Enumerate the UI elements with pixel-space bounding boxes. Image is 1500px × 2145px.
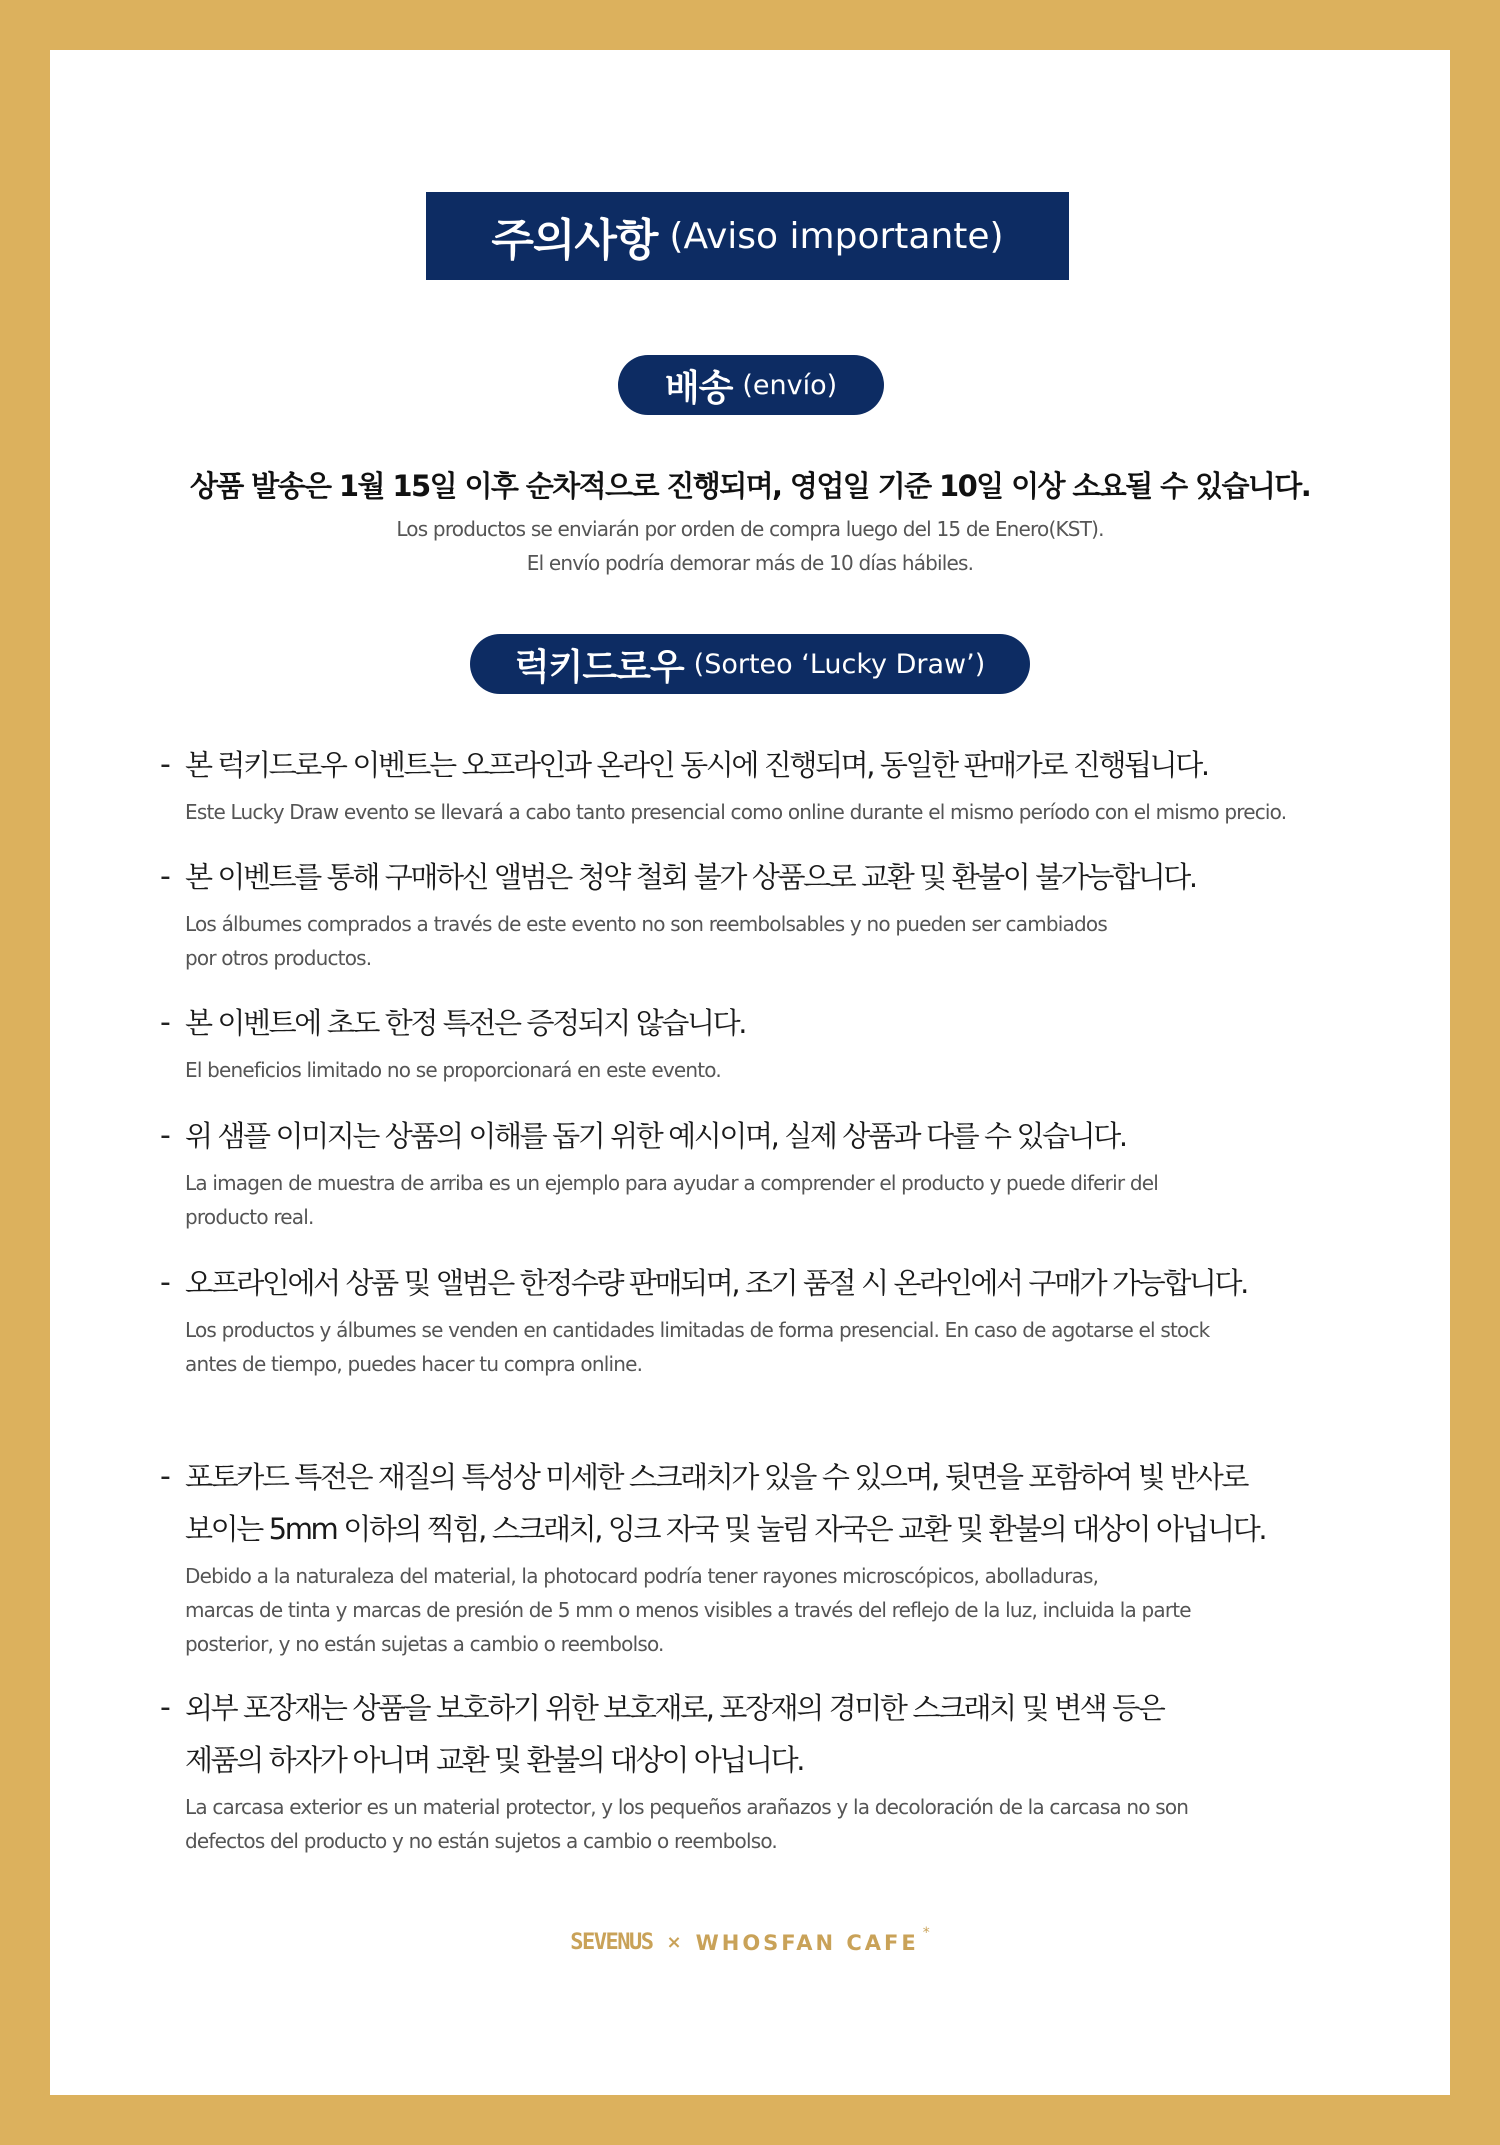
note-spanish: La imagen de muestra de arriba es un ejemplo para ayudar a comprender el producto y puede diferir del [185,1171,1158,1195]
lucky-draw-heading-korean: 럭키드로우 [514,646,684,688]
note-spanish: antes de tiempo, puedes hacer tu compra online. [185,1352,643,1376]
shipping-notice-spanish-line-2: El envío podría demorar más de 10 días hábiles. [526,551,974,575]
bullet-dash: - [160,747,171,782]
bullet-dash: - [160,1118,171,1153]
shipping-notice-korean: 상품 발송은 1월 15일 이후 순차적으로 진행되며, 영업일 기준 10일 이상 소요될 수 있습니다. [189,469,1311,503]
notice-card [50,50,1450,2095]
note-korean: 오프라인에서 상품 및 앨범은 한정수량 판매되며, 조기 품절 시 온라인에서 구매가 가능합니다. [185,1266,1247,1300]
note-item [160,739,1430,829]
note-spanish: posterior, y no están sujetas a cambio o reembolso. [185,1632,664,1656]
shipping-heading-spanish: (envío) [742,369,838,401]
page-title-spanish: (Aviso importante) [669,215,1004,257]
note-spanish: La carcasa exterior es un material protector, y los pequeños arañazos y la decoloración de la carcasa no son [185,1795,1189,1819]
page-title-korean: 주의사항 [491,215,658,266]
note-spanish: Este Lucky Draw evento se llevará a cabo tanto presencial como online durante el mismo período con el mismo precio. [185,800,1287,824]
note-korean: 보이는 5mm 이하의 찍힘, 스크래치, 잉크 자국 및 눌림 자국은 교환 및 환불의 대상이 아닙니다. [185,1512,1266,1546]
note-korean: 본 이벤트에 초도 한정 특전은 증정되지 않습니다. [185,1006,746,1040]
note-item [160,1682,1430,1858]
note-spanish: El beneficios limitado no se proporcionará en este evento. [185,1058,721,1082]
note-korean: 외부 포장재는 상품을 보호하기 위한 보호재로, 포장재의 경미한 스크래치 및 변색 등은 [185,1691,1164,1725]
lucky-draw-heading-spanish: (Sorteo ‘Lucky Draw’) [693,648,986,680]
note-spanish: por otros productos. [185,946,372,970]
bullet-dash: - [160,1690,171,1725]
footer-logos [50,1924,1450,1955]
note-korean: 제품의 하자가 아니며 교환 및 환불의 대상이 아닙니다. [185,1743,804,1777]
note-spanish: marcas de tinta y marcas de presión de 5 mm o menos visibles a través del reflejo de la luz, incluida la parte [185,1598,1191,1622]
note-item [160,1451,1430,1661]
note-korean: 포토카드 특전은 재질의 특성상 미세한 스크래치가 있을 수 있으며, 뒷면을 포함하여 빛 반사로 [185,1460,1247,1494]
note-spanish: Los álbumes comprados a través de este evento no son reembolsables y no pueden ser cambiados [185,912,1107,936]
note-item [160,1257,1430,1381]
note-spanish: Debido a la naturaleza del material, la photocard podría tener rayones microscópicos, abolladuras, [185,1564,1099,1588]
note-item [160,851,1430,975]
bullet-dash: - [160,859,171,894]
lucky-draw-notes [50,50,1450,2095]
note-item [160,1110,1430,1234]
bullet-dash: - [160,1005,171,1040]
note-korean: 본 이벤트를 통해 구매하신 앨범은 청약 철회 불가 상품으로 교환 및 환불이 불가능합니다. [185,860,1196,894]
shipping-heading-korean: 배송 [664,367,733,409]
bullet-dash: - [160,1265,171,1300]
sevenus-logo: SEVENUS [570,1930,653,1955]
whosfan-cafe-logo: WHOSFAN CAFE [695,1930,919,1955]
bullet-dash: - [160,1459,171,1494]
note-korean: 본 럭키드로우 이벤트는 오프라인과 온라인 동시에 진행되며, 동일한 판매가로 진행됩니다. [185,748,1208,782]
shipping-notice-spanish-line-1: Los productos se enviarán por orden de compra luego del 15 de Enero(KST). [396,517,1104,541]
note-spanish: Los productos y álbumes se venden en cantidades limitadas de forma presencial. En caso de agotarse el stock [185,1318,1210,1342]
star-icon: * [922,1924,930,1941]
note-spanish: producto real. [185,1205,314,1229]
collab-separator: × [666,1932,682,1953]
note-korean: 위 샘플 이미지는 상품의 이해를 돕기 위한 예시이며, 실제 상품과 다를 수 있습니다. [185,1119,1126,1153]
note-item [160,997,1430,1087]
note-spanish: defectos del producto y no están sujetos a cambio o reembolso. [185,1829,777,1853]
